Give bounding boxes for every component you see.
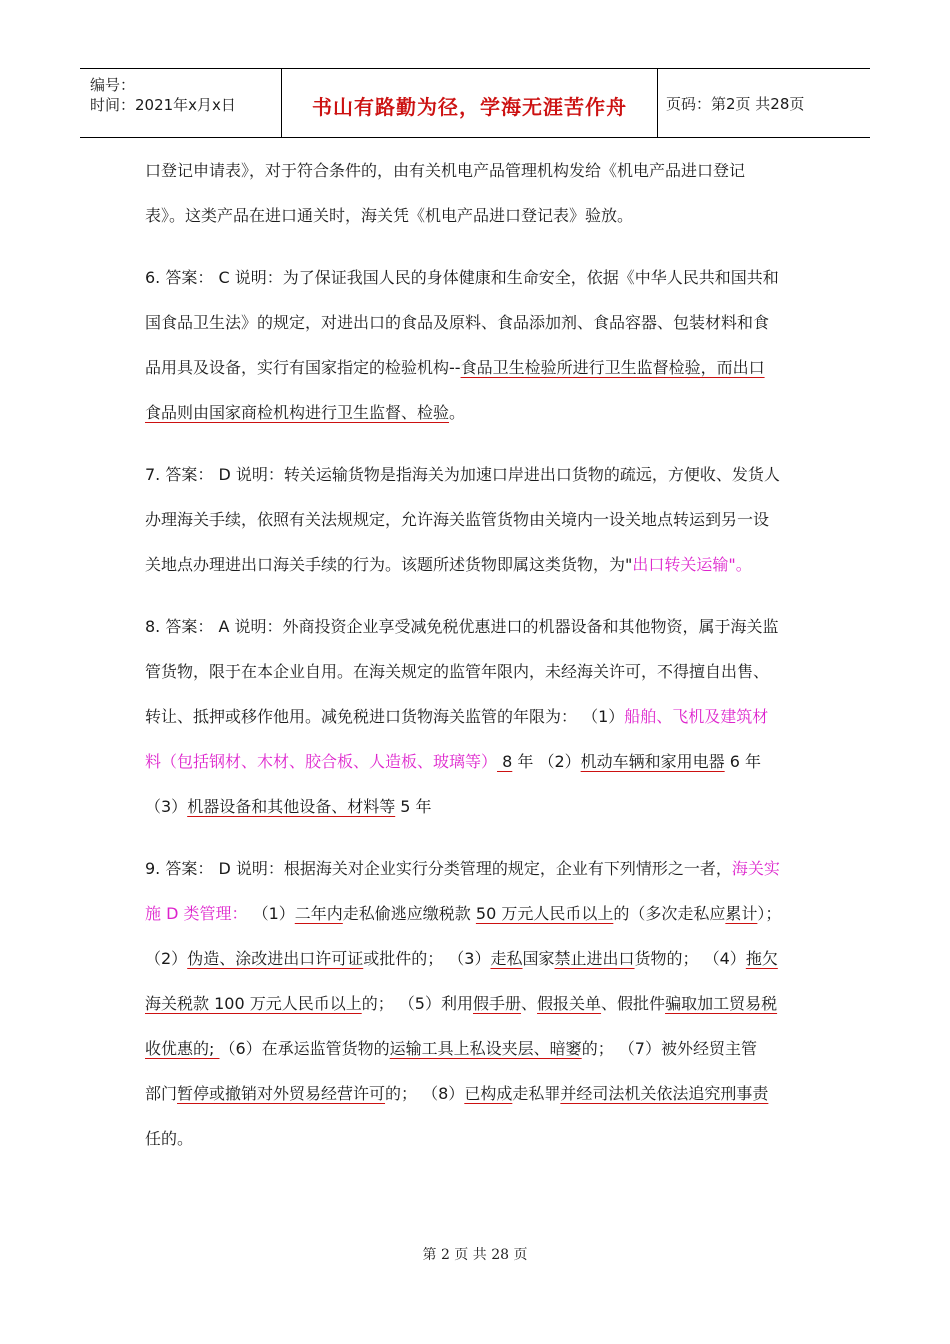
text-line bbox=[145, 698, 807, 743]
text-run: ）； bbox=[757, 904, 782, 923]
text-line bbox=[145, 653, 807, 698]
underlined-text: 机器设备和其他设备、材料等 bbox=[187, 797, 396, 816]
highlighted-text: 出口转关运输"。 bbox=[632, 555, 752, 574]
text-run: 9. 答案： D 说明：根据海关对企业实行分类管理的规定，企业有下列情形之一者， bbox=[145, 859, 732, 878]
highlighted-text: 施 D 类管理： bbox=[145, 904, 248, 923]
text-line bbox=[145, 1075, 807, 1120]
text-run: 的； （7）被外经贸主管 bbox=[581, 1039, 757, 1058]
text-run: 管货物，限于在本企业自用。在海关规定的监管年限内，未经海关许可，不得擅自出售、 bbox=[145, 662, 770, 681]
text-run: 的； （8） bbox=[385, 1084, 465, 1103]
text-run: 关地点办理进出口海关手续的行为。该题所述货物即属这类货物，为" bbox=[145, 555, 633, 574]
underlined-text: 运输工具上私设夹层、暗窭 bbox=[389, 1039, 582, 1058]
text-run: 口登记申请表》，对于符合条件的，由有关机电产品管理机构发给《机电产品进口登记 bbox=[145, 161, 746, 180]
underlined-text: 机动车辆和家用电器 bbox=[580, 752, 725, 771]
document-body bbox=[145, 152, 807, 1165]
paragraph bbox=[145, 850, 807, 1165]
underlined-text: 假报关单 bbox=[537, 994, 602, 1013]
text-run: 国食品卫生法》的规定，对进出口的食品及原料、食品添加剂、食品容器、包装材料和食 bbox=[145, 313, 770, 332]
text-run: 5 年 bbox=[395, 797, 432, 816]
paragraph-gap bbox=[145, 833, 807, 850]
text-run: （2） bbox=[145, 949, 188, 968]
underlined-text: 收优惠的; bbox=[145, 1039, 220, 1058]
underlined-text: 二年内 bbox=[294, 904, 343, 923]
text-run: 品用具及设备，实行有国家指定的检验机构-- bbox=[145, 358, 461, 377]
paragraph-gap bbox=[145, 439, 807, 456]
header-page-number: 页码：第2页 共28页 bbox=[666, 95, 805, 113]
text-run: 的（多次走私应 bbox=[613, 904, 726, 923]
text-line bbox=[145, 304, 807, 349]
page-footer: 第 2 页 共 28 页 bbox=[422, 1247, 528, 1263]
text-run: 的； （5）利用 bbox=[361, 994, 473, 1013]
text-run: 走私偷逃应缴税款 bbox=[342, 904, 476, 923]
underlined-text: 拖欠 bbox=[745, 949, 778, 968]
text-run: 。 bbox=[449, 403, 466, 422]
text-run: 表》。这类产品在进口通关时，海关凭《机电产品进口登记表》验放。 bbox=[145, 206, 634, 225]
text-line bbox=[145, 259, 807, 304]
underlined-text: 已构成 bbox=[464, 1084, 513, 1103]
underlined-text: 假手册 bbox=[473, 994, 522, 1013]
paragraph bbox=[145, 259, 807, 439]
text-line bbox=[145, 1030, 807, 1075]
text-run: 6 年 bbox=[724, 752, 762, 771]
text-line bbox=[145, 456, 807, 501]
underlined-text: 海关税款 100 万元人民币以上 bbox=[145, 994, 362, 1013]
underlined-text: 累计 bbox=[725, 904, 758, 923]
text-run: 6. 答案： C 说明：为了保证我国人民的身体健康和生命安全，依据《中华人民共和国共和 bbox=[145, 268, 779, 287]
text-run: （6）在承运监管货物的 bbox=[219, 1039, 390, 1058]
paragraph-gap bbox=[145, 591, 807, 608]
text-line bbox=[145, 152, 807, 197]
underlined-text: 8 bbox=[497, 752, 513, 771]
text-line bbox=[145, 788, 807, 833]
text-line bbox=[145, 1120, 807, 1165]
text-line bbox=[145, 743, 807, 788]
page-header bbox=[80, 68, 870, 138]
text-run: 货物的； （4） bbox=[634, 949, 746, 968]
document-number: 编号： bbox=[90, 76, 136, 94]
text-line bbox=[145, 501, 807, 546]
text-line bbox=[145, 197, 807, 242]
text-run: 任的。 bbox=[145, 1129, 194, 1148]
text-line bbox=[145, 608, 807, 653]
text-run: 或批件的； （3） bbox=[363, 949, 491, 968]
paragraph bbox=[145, 456, 807, 591]
underlined-text: 禁止进出口 bbox=[554, 949, 635, 968]
text-line bbox=[145, 985, 807, 1030]
underlined-text: 50 万元人民币以上 bbox=[475, 904, 614, 923]
text-line bbox=[145, 940, 807, 985]
highlighted-text: 海关实 bbox=[731, 859, 780, 878]
text-line bbox=[145, 895, 807, 940]
text-run: （3） bbox=[145, 797, 188, 816]
highlighted-text: 船舶、飞机及建筑材 bbox=[624, 707, 769, 726]
text-run: 部门 bbox=[145, 1084, 178, 1103]
header-meta bbox=[80, 69, 282, 137]
document-date: 时间：2021年x月x日 bbox=[90, 96, 236, 114]
text-run: 8. 答案： A 说明：外商投资企业享受减免税优惠进口的机器设备和其他物资，属于海关监 bbox=[145, 617, 779, 636]
highlighted-text: 料（包括钢材、木材、胶合板、人造板、玻璃等） bbox=[145, 752, 498, 771]
text-line bbox=[145, 394, 807, 439]
paragraph-gap bbox=[145, 242, 807, 259]
text-run: 转让、抵押或移作他用。减免税进口货物海关监管的年限为： （1） bbox=[145, 707, 625, 726]
underlined-text: 并经司法机关依法追究刑事责 bbox=[560, 1084, 769, 1103]
text-run: （1） bbox=[247, 904, 295, 923]
underlined-text: 食品则由国家商检机构进行卫生监督、检验 bbox=[145, 403, 450, 422]
header-motto: 书山有路勤为径，学海无涯苦作舟 bbox=[282, 69, 658, 137]
text-line bbox=[145, 546, 807, 591]
text-line bbox=[145, 349, 807, 394]
underlined-text: 走私 bbox=[490, 949, 523, 968]
text-run: 7. 答案： D 说明：转关运输货物是指海关为加速口岸进出口货物的疏远，方便收、发货人 bbox=[145, 465, 780, 484]
paragraph bbox=[145, 152, 807, 242]
text-run: 国家 bbox=[522, 949, 555, 968]
text-run: 年 （2） bbox=[512, 752, 581, 771]
underlined-text: 伪造、涂改进出口许可证 bbox=[187, 949, 364, 968]
text-run: 办理海关手续，依照有关法规规定，允许海关监管货物由关境内一设关地点转运到另一设 bbox=[145, 510, 770, 529]
text-run: 、假批件 bbox=[601, 994, 666, 1013]
text-run: 、 bbox=[521, 994, 538, 1013]
text-run: 走私罪 bbox=[512, 1084, 561, 1103]
underlined-text: 暂停或撤销对外贸易经营许可 bbox=[177, 1084, 386, 1103]
underlined-text: 骗取加工贸易税 bbox=[665, 994, 778, 1013]
paragraph bbox=[145, 608, 807, 833]
text-line bbox=[145, 850, 807, 895]
underlined-text: 食品卫生检验所进行卫生监督检验，而出口 bbox=[460, 358, 765, 377]
